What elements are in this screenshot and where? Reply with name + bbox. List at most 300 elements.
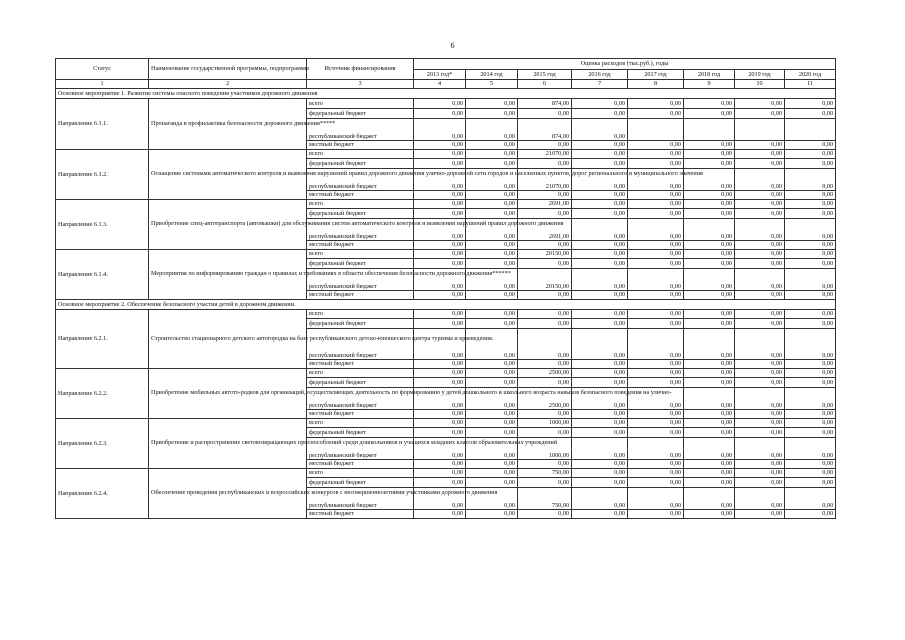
amount-cell: 0,00 [466,510,518,519]
amount-cell: 0,00 [466,319,518,329]
amount-cell: 0,00 [572,241,628,250]
funding-source: федеральный бюджет [307,319,414,329]
amount-cell: 0,00 [628,360,684,369]
header-year: 2017 год [628,70,684,80]
amount-cell: 0,00 [572,259,628,269]
amount-cell: 0,00 [684,360,735,369]
amount-cell: 0,00 [735,310,785,319]
column-number: 10 [735,80,785,89]
amount-cell: 0,00 [735,319,785,329]
funding-source: всего [307,469,414,478]
amount-cell: 0,00 [572,250,628,259]
funding-source: республиканский бюджет [307,219,414,241]
direction-program: Приобретение и распространение световозвращающих приспособлений среди дошкольников и учащихся младших классов образовательных учреждений [149,419,307,469]
amount-cell: 0,00 [628,378,684,388]
amount-cell: 0,00 [466,438,518,460]
amount-cell: 0,00 [628,250,684,259]
table-row [56,250,836,259]
amount-cell: 0,00 [785,141,836,150]
amount-cell: 0,00 [785,378,836,388]
amount-cell: 0,00 [572,428,628,438]
amount-cell: 0,00 [684,329,735,360]
amount-cell: 0,00 [735,250,785,259]
amount-cell: 0,00 [466,419,518,428]
amount-cell: 21070,00 [518,150,572,159]
amount-cell: 0,00 [684,109,735,119]
funding-source: федеральный бюджет [307,109,414,119]
header-year: 2014 год [466,70,518,80]
column-number: 2 [149,80,307,89]
amount-cell: 0,00 [466,291,518,300]
amount-cell: 20150,00 [518,269,572,291]
amount-cell: 0,00 [572,488,628,510]
direction-program: Пропаганда в профилактика безопасности дорожного движения***** [149,99,307,150]
amount-cell: 0,00 [572,469,628,478]
amount-cell: 0,00 [414,310,466,319]
amount-cell: 0,00 [572,478,628,488]
amount-cell [735,119,785,141]
header-year: 2013 год* [414,70,466,80]
amount-cell: 0,00 [684,410,735,419]
amount-cell: 0,00 [572,360,628,369]
amount-cell: 0,00 [628,209,684,219]
amount-cell: 0,00 [785,438,836,460]
amount-cell: 1000,00 [518,438,572,460]
amount-cell: 0,00 [414,209,466,219]
amount-cell: 0,00 [414,438,466,460]
amount-cell: 0,00 [785,259,836,269]
funding-source: федеральный бюджет [307,259,414,269]
amount-cell: 0,00 [735,419,785,428]
amount-cell: 0,00 [466,99,518,109]
amount-cell: 0,00 [466,191,518,200]
amount-cell: 0,00 [628,478,684,488]
amount-cell: 2691,00 [518,219,572,241]
amount-cell: 0,00 [572,378,628,388]
amount-cell: 0,00 [785,360,836,369]
amount-cell: 0,00 [572,109,628,119]
amount-cell: 0,00 [572,319,628,329]
amount-cell: 0,00 [572,150,628,159]
direction-status: Направление 6.1.4. [56,250,149,300]
amount-cell: 0,00 [785,329,836,360]
amount-cell: 1000,00 [518,419,572,428]
header-year: 2016 год [572,70,628,80]
amount-cell: 0,00 [414,191,466,200]
amount-cell: 0,00 [414,478,466,488]
amount-cell: 0,00 [628,428,684,438]
amount-cell: 0,00 [735,378,785,388]
amount-cell: 0,00 [466,150,518,159]
section-row [56,300,836,310]
column-number: 7 [572,80,628,89]
amount-cell: 0,00 [414,378,466,388]
amount-cell: 0,00 [414,460,466,469]
amount-cell: 0,00 [785,241,836,250]
amount-cell: 0,00 [785,469,836,478]
direction-status: Направление 6.2.4. [56,469,149,519]
funding-source: республиканский бюджет [307,329,414,360]
amount-cell: 0,00 [735,360,785,369]
amount-cell: 0,00 [466,478,518,488]
amount-cell: 0,00 [628,510,684,519]
amount-cell: 0,00 [684,488,735,510]
amount-cell: 0,00 [628,291,684,300]
amount-cell: 0,00 [518,310,572,319]
amount-cell: 0,00 [628,150,684,159]
amount-cell: 0,00 [466,428,518,438]
amount-cell: 0,00 [684,169,735,191]
direction-status: Направление 6.1.1. [56,99,149,150]
amount-cell: 0,00 [414,360,466,369]
amount-cell: 0,00 [572,169,628,191]
header-source: Источник финансирования [307,59,414,80]
amount-cell: 0,00 [735,388,785,410]
amount-cell: 0,00 [466,488,518,510]
amount-cell: 0,00 [518,510,572,519]
amount-cell: 0,00 [572,191,628,200]
amount-cell: 0,00 [466,310,518,319]
amount-cell: 0,00 [466,388,518,410]
amount-cell: 0,00 [518,109,572,119]
amount-cell: 0,00 [518,259,572,269]
amount-cell: 0,00 [684,209,735,219]
column-number: 4 [414,80,466,89]
amount-cell: 0,00 [785,410,836,419]
amount-cell: 0,00 [466,250,518,259]
amount-cell: 0,00 [414,141,466,150]
amount-cell: 0,00 [414,319,466,329]
amount-cell: 0,00 [785,219,836,241]
amount-cell: 0,00 [684,200,735,209]
amount-cell: 0,00 [518,291,572,300]
amount-cell: 0,00 [466,119,518,141]
table-row [56,310,836,319]
header-year: 2019 год [735,70,785,80]
direction-program: Мероприятия по информированию граждан о правилах и требованиях в области обеспечения безопасности дорожного движения****** [149,250,307,300]
direction-program: Приобретение мобильных автото-родков для организаций, осуществляющих деятельность по формированию у детей дошкольного и школьного возраста навыков безопасного поведения на улично- [149,369,307,419]
amount-cell: 0,00 [735,109,785,119]
amount-cell: 0,00 [684,428,735,438]
funding-source: республиканский бюджет [307,488,414,510]
amount-cell: 0,00 [735,141,785,150]
page-number: 6 [450,41,455,50]
header-program: Наименование государственной программы, подпрограммы [149,59,307,80]
amount-cell: 0,00 [572,99,628,109]
amount-cell: 0,00 [684,438,735,460]
amount-cell: 0,00 [572,269,628,291]
amount-cell: 0,00 [684,191,735,200]
amount-cell: 0,00 [414,419,466,428]
amount-cell: 874,00 [518,119,572,141]
amount-cell: 0,00 [735,191,785,200]
amount-cell: 0,00 [414,369,466,378]
amount-cell: 0,00 [466,109,518,119]
table-row [56,419,836,428]
amount-cell: 0,00 [414,159,466,169]
column-number: 11 [785,80,836,89]
amount-cell: 0,00 [628,219,684,241]
amount-cell: 0,00 [684,219,735,241]
funding-source: всего [307,369,414,378]
amount-cell: 2500,00 [518,388,572,410]
amount-cell: 0,00 [518,319,572,329]
amount-cell: 21070,00 [518,169,572,191]
amount-cell: 0,00 [628,438,684,460]
column-number: 9 [684,80,735,89]
amount-cell: 0,00 [628,319,684,329]
funding-source: республиканский бюджет [307,269,414,291]
amount-cell: 0,00 [785,159,836,169]
amount-cell: 0,00 [684,159,735,169]
amount-cell: 0,00 [684,478,735,488]
amount-cell: 0,00 [414,250,466,259]
amount-cell: 0,00 [628,200,684,209]
amount-cell: 874,00 [518,99,572,109]
amount-cell: 0,00 [466,200,518,209]
amount-cell: 0,00 [572,310,628,319]
amount-cell: 0,00 [735,478,785,488]
amount-cell: 0,00 [735,99,785,109]
amount-cell: 0,00 [518,329,572,360]
amount-cell: 0,00 [684,241,735,250]
amount-cell: 0,00 [735,428,785,438]
funding-source: всего [307,310,414,319]
amount-cell: 0,00 [628,269,684,291]
header-year: 2018 год [684,70,735,80]
amount-cell: 0,00 [572,219,628,241]
amount-cell: 0,00 [735,159,785,169]
amount-cell: 0,00 [785,419,836,428]
amount-cell: 0,00 [684,510,735,519]
amount-cell: 0,00 [628,99,684,109]
funding-source: всего [307,200,414,209]
amount-cell: 0,00 [466,410,518,419]
amount-cell: 0,00 [785,191,836,200]
amount-cell: 0,00 [466,219,518,241]
table-header [56,59,836,89]
amount-cell: 0,00 [785,99,836,109]
amount-cell: 0,00 [414,269,466,291]
amount-cell: 0,00 [414,109,466,119]
amount-cell: 0,00 [735,410,785,419]
amount-cell: 0,00 [628,159,684,169]
amount-cell: 0,00 [628,369,684,378]
amount-cell: 0,00 [785,428,836,438]
amount-cell: 0,00 [466,209,518,219]
amount-cell: 0,00 [628,191,684,200]
amount-cell [684,119,735,141]
table-row [56,150,836,159]
column-number: 6 [518,80,572,89]
amount-cell: 0,00 [414,510,466,519]
amount-cell: 0,00 [572,438,628,460]
amount-cell: 0,00 [684,250,735,259]
amount-cell: 0,00 [628,109,684,119]
direction-program: Оснащение системами автоматического контроля и выявления нарушений правил дорожного движения улично-дорожной сети городов и населенных пунктов, дорог регионального и муниципального значения [149,150,307,200]
amount-cell: 0,00 [684,99,735,109]
amount-cell: 0,00 [414,99,466,109]
amount-cell: 0,00 [466,269,518,291]
amount-cell: 0,00 [518,478,572,488]
amount-cell: 0,00 [628,310,684,319]
amount-cell: 0,00 [684,141,735,150]
header-year: 2015 год [518,70,572,80]
amount-cell: 0,00 [414,169,466,191]
amount-cell: 0,00 [628,419,684,428]
amount-cell: 0,00 [628,329,684,360]
amount-cell: 0,00 [628,141,684,150]
amount-cell: 0,00 [414,200,466,209]
amount-cell: 2691,00 [518,200,572,209]
direction-status: Направление 6.2.2. [56,369,149,419]
budget-table [55,58,836,519]
column-number: 8 [628,80,684,89]
amount-cell: 0,00 [684,310,735,319]
amount-cell: 0,00 [684,259,735,269]
amount-cell: 0,00 [735,200,785,209]
amount-cell: 0,00 [785,169,836,191]
funding-source: местный бюджет [307,460,414,469]
amount-cell: 0,00 [414,488,466,510]
amount-cell: 0,00 [735,209,785,219]
amount-cell: 0,00 [572,329,628,360]
table-body [56,89,836,519]
direction-program: Приобретение спец-автотранспорта (автовышки) для обслуживания систем автоматического контроля и выявления нарушений правил дорожного движения [149,200,307,250]
amount-cell: 0,00 [785,310,836,319]
amount-cell: 0,00 [414,241,466,250]
funding-source: местный бюджет [307,360,414,369]
amount-cell: 0,00 [735,460,785,469]
direction-status: Направление 6.1.3. [56,200,149,250]
amount-cell: 750,00 [518,469,572,478]
amount-cell: 0,00 [466,159,518,169]
funding-source: федеральный бюджет [307,209,414,219]
amount-cell: 0,00 [785,269,836,291]
section-row [56,89,836,99]
table-row [56,469,836,478]
table-row [56,99,836,109]
amount-cell: 0,00 [684,319,735,329]
section-title: Основное мероприятие 1. Развитие системы опасного поведения участников дорожного движения [56,89,836,99]
amount-cell: 0,00 [518,410,572,419]
direction-program: Обеспечение проведения республиканских и всероссийских конкурсов с несовершеннолетними участниками дорожного движения [149,469,307,519]
amount-cell: 0,00 [572,119,628,141]
amount-cell: 0,00 [466,141,518,150]
column-number: 3 [307,80,414,89]
amount-cell: 0,00 [785,209,836,219]
amount-cell: 0,00 [572,369,628,378]
amount-cell: 0,00 [466,329,518,360]
amount-cell: 0,00 [684,369,735,378]
amount-cell: 0,00 [414,219,466,241]
column-number: 1 [56,80,149,89]
amount-cell: 0,00 [684,469,735,478]
amount-cell: 0,00 [735,438,785,460]
amount-cell: 0,00 [628,410,684,419]
amount-cell: 0,00 [572,291,628,300]
funding-source: местный бюджет [307,410,414,419]
amount-cell: 0,00 [518,159,572,169]
header-year: 2020 год [785,70,836,80]
amount-cell: 0,00 [735,150,785,159]
amount-cell: 0,00 [466,259,518,269]
amount-cell: 0,00 [785,150,836,159]
amount-cell: 0,00 [735,269,785,291]
amount-cell: 0,00 [735,241,785,250]
amount-cell: 0,00 [735,488,785,510]
amount-cell: 0,00 [466,460,518,469]
amount-cell: 0,00 [414,388,466,410]
amount-cell: 0,00 [572,200,628,209]
amount-cell: 0,00 [414,329,466,360]
amount-cell: 0,00 [572,141,628,150]
direction-status: Направление 6.2.1. [56,310,149,369]
funding-source: всего [307,99,414,109]
amount-cell: 750,00 [518,488,572,510]
funding-source: всего [307,250,414,259]
amount-cell: 0,00 [518,209,572,219]
amount-cell [785,119,836,141]
amount-cell: 0,00 [518,378,572,388]
amount-cell: 0,00 [518,460,572,469]
amount-cell: 0,00 [785,478,836,488]
amount-cell: 0,00 [628,388,684,410]
amount-cell: 0,00 [785,388,836,410]
amount-cell: 0,00 [684,378,735,388]
funding-source: республиканский бюджет [307,388,414,410]
direction-status: Направление 6.1.2. [56,150,149,200]
header-estimate: Оценка расходов (тыс.руб.), годы [414,59,836,70]
amount-cell: 0,00 [466,369,518,378]
amount-cell: 0,00 [684,460,735,469]
amount-cell: 0,00 [684,269,735,291]
funding-source: федеральный бюджет [307,428,414,438]
amount-cell: 0,00 [785,510,836,519]
amount-cell: 0,00 [518,360,572,369]
amount-cell: 0,00 [785,319,836,329]
amount-cell: 0,00 [414,410,466,419]
amount-cell: 0,00 [414,469,466,478]
funding-source: местный бюджет [307,510,414,519]
amount-cell: 0,00 [735,329,785,360]
funding-source: республиканский бюджет [307,438,414,460]
amount-cell: 0,00 [628,259,684,269]
amount-cell: 0,00 [518,428,572,438]
amount-cell: 0,00 [414,119,466,141]
funding-source: федеральный бюджет [307,478,414,488]
amount-cell: 0,00 [572,410,628,419]
amount-cell: 0,00 [785,488,836,510]
amount-cell: 0,00 [466,169,518,191]
amount-cell: 0,00 [572,510,628,519]
funding-source: местный бюджет [307,241,414,250]
amount-cell: 0,00 [785,250,836,259]
amount-cell: 0,00 [628,469,684,478]
amount-cell: 0,00 [414,259,466,269]
funding-source: республиканский бюджет [307,119,414,141]
amount-cell [628,119,684,141]
funding-source: местный бюджет [307,291,414,300]
amount-cell: 0,00 [785,109,836,119]
amount-cell: 0,00 [572,419,628,428]
amount-cell: 0,00 [735,259,785,269]
amount-cell: 0,00 [735,369,785,378]
funding-source: федеральный бюджет [307,378,414,388]
amount-cell: 0,00 [466,360,518,369]
amount-cell: 0,00 [785,200,836,209]
amount-cell: 0,00 [414,428,466,438]
